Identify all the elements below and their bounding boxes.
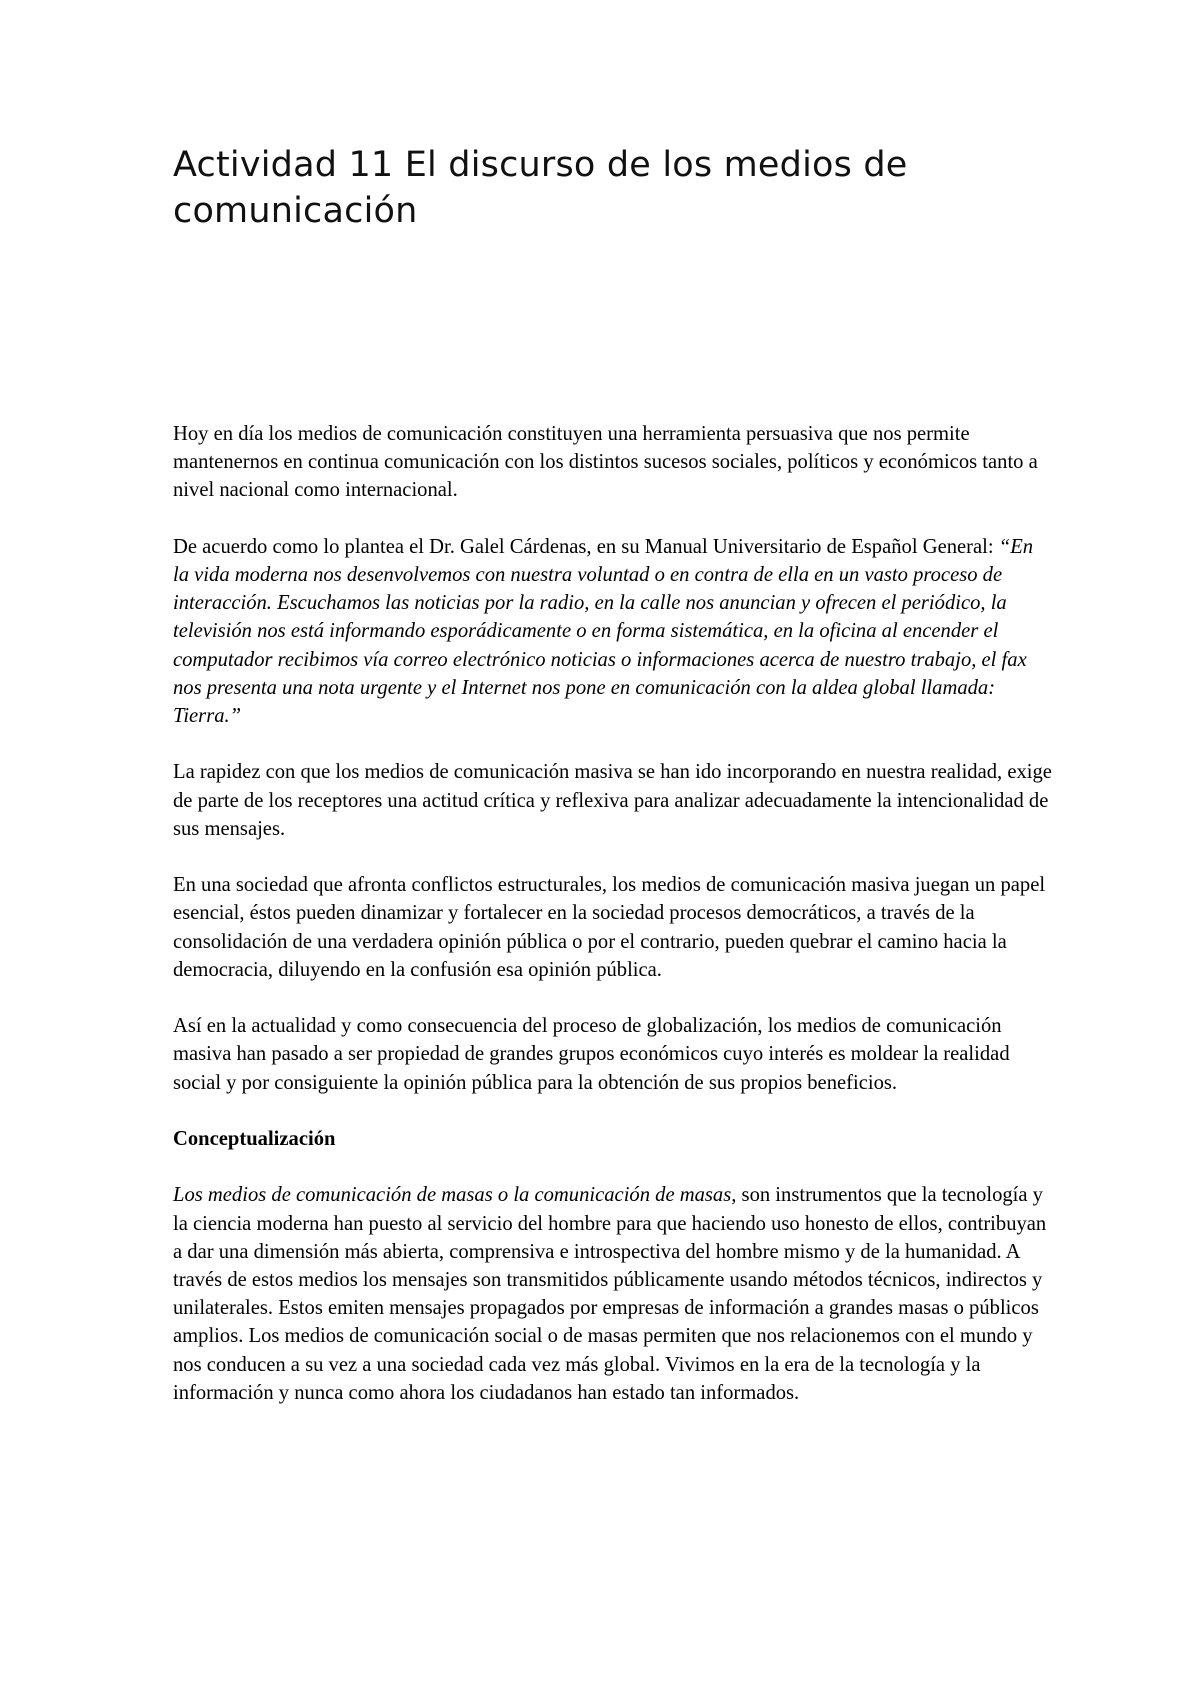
paragraph-2 bbox=[173, 533, 1053, 730]
paragraph-1: Hoy en día los medios de comunicación constituyen una herramienta persuasiva que nos permite mantenernos en continua comunicación con los distintos sucesos sociales, políticos y económicos tanto a nivel nacional como internacional. bbox=[173, 423, 1038, 502]
paragraph-4: En una sociedad que afronta conflictos estructurales, los medios de comunicación masiva juegan un papel esencial, éstos pueden dinamizar y fortalecer en la sociedad procesos democráticos, a través de la consolidación de una verdadera opinión pública o por el contrario, pueden quebrar el camino hacia la democracia, diluyendo en la confusión esa opinión pública. bbox=[173, 874, 1046, 981]
paragraph-5: Así en la actualidad y como consecuencia del proceso de globalización, los medios de comunicación masiva han pasado a ser propiedad de grandes grupos económicos cuyo interés es moldear la realidad social y por consiguiente la opinión pública para la obtención de sus propios beneficios. bbox=[173, 1015, 1010, 1094]
paragraph-6 bbox=[173, 1181, 1053, 1407]
paragraph-6-italic: Los medios de comunicación de masas o la comunicación de masas, bbox=[173, 1184, 737, 1207]
paragraph-6-rest: son instrumentos que la tecnología y la ciencia moderna han puesto al servicio del hombre para que haciendo uso honesto de ellos, contribuyan a dar una dimensión más abierta, comprensiva e introspectiva del hombre mismo y de la humanidad. A través de estos medios los mensajes son transmitidos públicamente usando métodos técnicos, indirectos y unilaterales. Estos emiten mensajes propagados por empresas de información a grandes masas o públicos amplios. Los medios de comunicación social o de masas permiten que nos relacionemos con el mundo y nos conducen a su vez a una sociedad cada vez más global. Vivimos en la era de la tecnología y la información y nunca como ahora los ciudadanos han estado tan informados. bbox=[173, 1184, 1047, 1404]
paragraph-3: La rapidez con que los medios de comunicación masiva se han ido incorporando en nuestra realidad, exige de parte de los receptores una actitud crítica y reflexiva para analizar adecuadamente la intencionalidad de sus mensajes. bbox=[173, 761, 1052, 840]
section-heading: Conceptualización bbox=[173, 1128, 336, 1150]
document-body bbox=[173, 420, 1053, 1407]
paragraph-2-quote: “En la vida moderna nos desenvolvemos con nuestra voluntad o en contra de ella en un vasto proceso de interacción. Escuchamos las noticias por la radio, en la calle nos anuncian y ofrecen el periódico, la televisión nos está informando esporádicamente o en forma sistemática, en la oficina al encender el computador recibimos vía correo electrónico noticias o informaciones acerca de nuestro trabajo, el fax nos presenta una nota urgente y el Internet nos pone en comunicación con la aldea global llamada: Tierra.” bbox=[173, 535, 1034, 728]
paragraph-2-intro: De acuerdo como lo plantea el Dr. Galel Cárdenas, en su Manual Universitario de Español General: bbox=[173, 535, 999, 558]
document-title: Actividad 11 El discurso de los medios de comunicación bbox=[173, 145, 908, 231]
document-content bbox=[173, 142, 1053, 1435]
